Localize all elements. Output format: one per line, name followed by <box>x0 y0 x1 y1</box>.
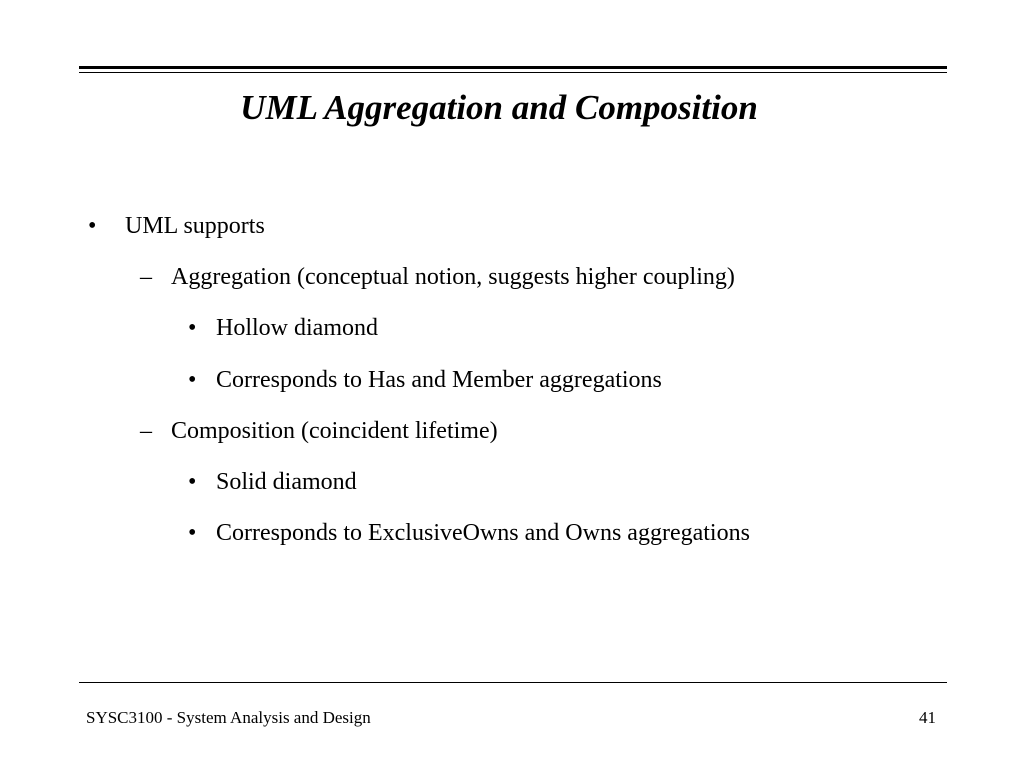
slide-title: UML Aggregation and Composition <box>240 88 758 127</box>
footer-page-number: 41 <box>919 708 936 727</box>
top-rule-lower <box>79 72 947 73</box>
top-rule-upper <box>79 66 947 69</box>
bullet-marker-uml-supports: • <box>88 213 97 239</box>
item-exclusiveowns-owns-aggregations: Corresponds to ExclusiveOwns and Owns aggregations <box>216 520 750 546</box>
bullet-marker-exclusiveowns: • <box>188 520 197 546</box>
sub-bullet-aggregation: Aggregation (conceptual notion, suggests higher coupling) <box>171 264 735 290</box>
bullet-marker-has-member: • <box>188 367 197 393</box>
footer-course-title: SYSC3100 - System Analysis and Design <box>86 708 371 727</box>
bullet-marker-hollow-diamond: • <box>188 315 197 341</box>
dash-marker-aggregation: – <box>140 264 152 290</box>
bullet-uml-supports: UML supports <box>125 213 265 239</box>
item-has-member-aggregations: Corresponds to Has and Member aggregations <box>216 367 662 393</box>
sub-bullet-composition: Composition (coincident lifetime) <box>171 418 498 444</box>
bullet-marker-solid-diamond: • <box>188 469 197 495</box>
footer-rule <box>79 682 947 683</box>
item-solid-diamond: Solid diamond <box>216 469 357 495</box>
dash-marker-composition: – <box>140 418 152 444</box>
item-hollow-diamond: Hollow diamond <box>216 315 378 341</box>
